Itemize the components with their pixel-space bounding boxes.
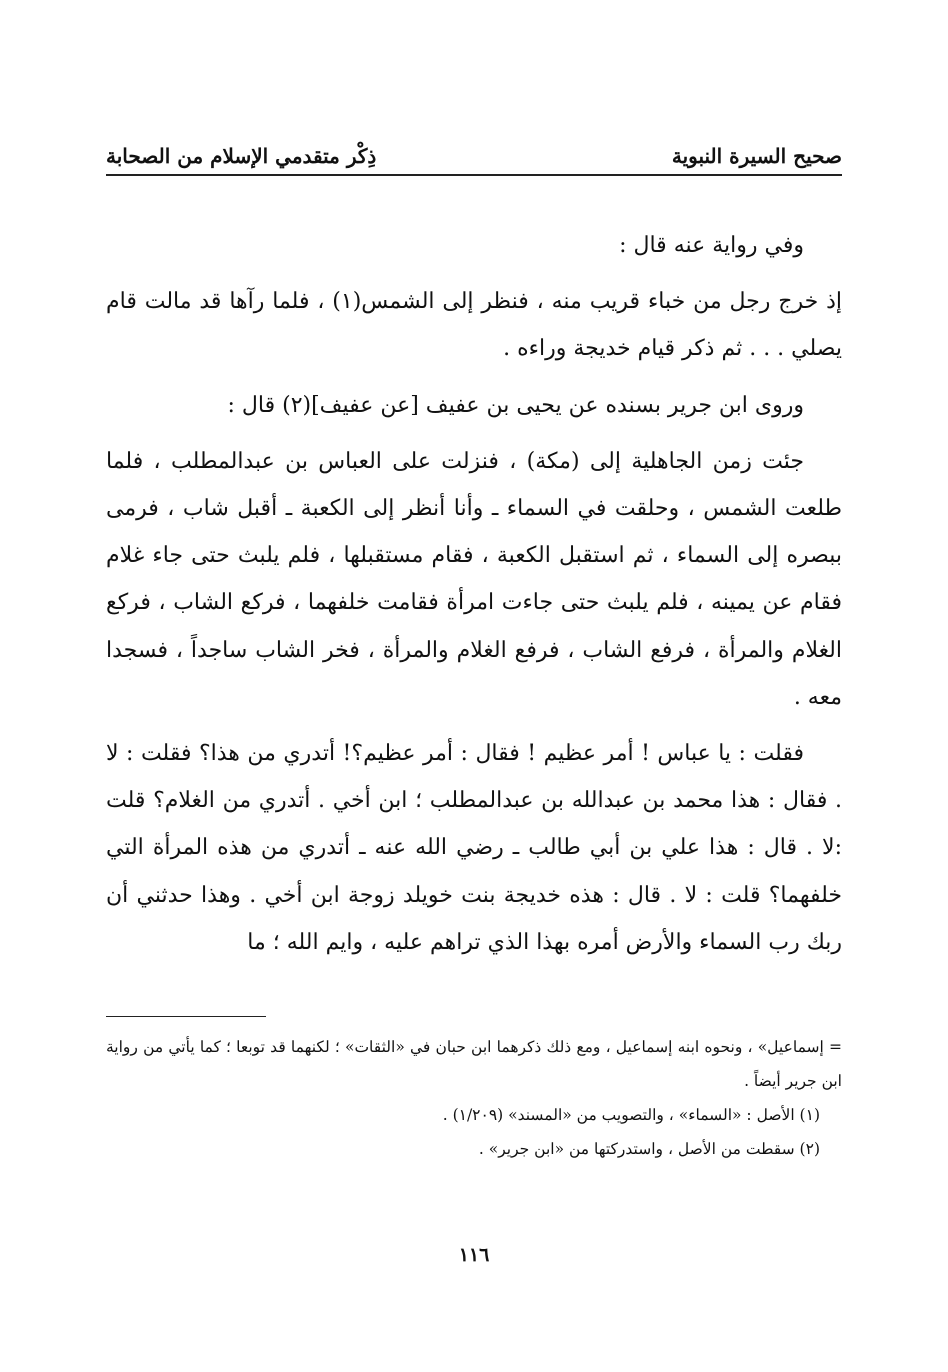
page-number: ١١٦: [458, 1244, 490, 1266]
header-book-title: صحيح السيرة النبوية: [671, 144, 842, 168]
paragraph: فقلت : يا عباس ! أمر عظيم ! فقال : أمر عظيم؟! أتدري من هذا؟ فقلت : لا . فقال : هذا محمد بن عبدالله بن عبدالمطلب ؛ ابن أخي . أتدري من الغلام؟ قلت :لا . قال : هذا علي بن أبي طالب ـ رضي الله عنه ـ أتدري من هذه المرأة التي خلفهما؟ قلت : لا . قال : هذه خديجة بنت خويلد زوجة ابن أخي . وهذا حدثني أن ربك رب السماء والأرض أمره بهذا الذي تراهم عليه ، وايم الله ؛ ما: [106, 741, 842, 955]
footnotes: [106, 1030, 842, 1166]
running-header: [106, 128, 842, 176]
main-text: [106, 222, 842, 975]
footnote-separator: [106, 1016, 266, 1017]
book-page: [106, 0, 842, 1372]
footnote-item: (٢) سقطت من الأصل ، واستدركتها من «ابن جرير» .: [478, 1140, 820, 1158]
paragraph: إذ خرج رجل من خباء قريب منه ، فنظر إلى الشمس(١) ، فلما رآها قد مالت قام يصلي . . . ثم ذكر قيام خديجة وراءه .: [106, 289, 842, 362]
header-chapter-title: ذِكْر متقدمي الإسلام من الصحابة: [106, 144, 377, 168]
paragraph: وفي رواية عنه قال :: [619, 233, 804, 258]
paragraph: وروى ابن جرير بسنده عن يحيى بن عفيف [عن عفيف](٢) قال :: [227, 392, 804, 418]
footnote-continuation: = إسماعيل» ، ونحوه ابنه إسماعيل ، ومع ذلك ذكرهما ابن حبان في «الثقات» ؛ لكنهما قد توبعا ؛ كما يأتي من رواية ابن جرير أيضاً .: [106, 1038, 842, 1090]
paragraph: جئت زمن الجاهلية إلى (مكة) ، فنزلت على العباس بن عبدالمطلب ، فلما طلعت الشمس ، وحلقت في السماء ـ وأنا أنظر إلى الكعبة ـ أقبل شاب ، فرمى ببصره إلى السماء ، ثم استقبل الكعبة ، فقام مستقبلها ، فلم يلبث حتى جاء غلام فقام عن يمينه ، فلم يلبث حتى جاءت امرأة فقامت خلفهما ، فركع الشاب ، فركع الغلام والمرأة ، فرفع الشاب ، فرفع الغلام والمرأة ، فخر الشاب ساجداً ، فسجدا معه .: [106, 448, 842, 710]
footnote-item: (١) الأصل : «السماء» ، والتصويب من «المسند» (١/٢٠٩) .: [442, 1106, 820, 1124]
